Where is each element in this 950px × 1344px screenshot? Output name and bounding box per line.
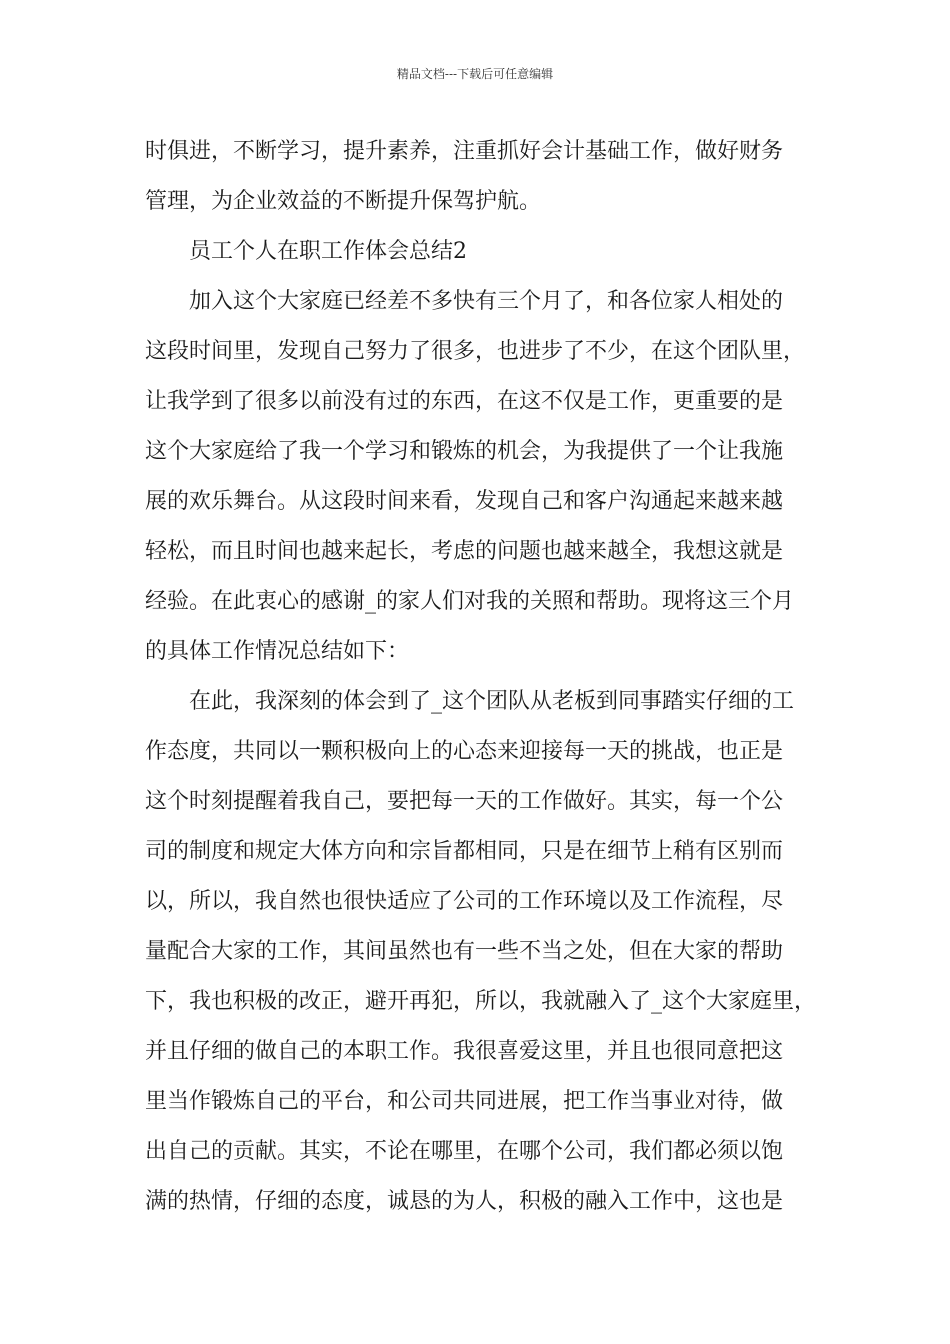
text-line: 量配合大家的工作，其间虽然也有一些不当之处，但在大家的帮助 [145,939,784,964]
text-line: 下，我也积极的改正，避开再犯，所以，我就融入了_这个大家庭里， [145,989,817,1014]
text-line: 并且仔细的做自己的本职工作。我很喜爱这里，并且也很同意把这 [145,1039,784,1064]
text-line: 司的制度和规定大体方向和宗旨都相同，只是在细节上稍有区别而 [145,839,784,864]
text-line: 作态度，共同以一颗积极向上的心态来迎接每一天的挑战，也正是 [145,739,784,764]
text-line: 展的欢乐舞台。从这段时间来看，发现自己和客户沟通起来越来越 [145,489,784,514]
text-line: 这个大家庭给了我一个学习和锻炼的机会，为我提供了一个让我施 [145,439,784,464]
page-header: 精品文档---下载后可任意编辑 [396,67,554,81]
text-line: 这段时间里，发现自己努力了很多，也进步了不少，在这个团队里， [145,339,806,364]
section-heading: 员工个人在职工作体会总结2 [189,239,467,264]
text-line: 让我学到了很多以前没有过的东西，在这不仅是工作，更重要的是 [145,389,784,414]
text-line: 出自己的贡献。其实，不论在哪里，在哪个公司，我们都必须以饱 [145,1139,784,1164]
text-line: 加入这个大家庭已经差不多快有三个月了，和各位家人相处的 [189,289,784,314]
text-line: 的具体工作情况总结如下： [145,639,410,664]
document-body [145,130,817,1230]
text-line: 时俱进，不断学习，提升素养，注重抓好会计基础工作，做好财务 [145,139,784,164]
text-line: 轻松，而且时间也越来起长，考虑的问题也越来越全，我想这就是 [145,539,784,564]
text-line: 里当作锻炼自己的平台，和公司共同进展，把工作当事业对待，做 [145,1089,784,1114]
text-line: 管理，为企业效益的不断提升保驾护航。 [145,189,542,214]
text-line: 满的热情，仔细的态度，诚恳的为人，积极的融入工作中，这也是 [145,1189,784,1214]
text-line: 这个时刻提醒着我自己，要把每一天的工作做好。其实，每一个公 [145,789,784,814]
text-line: 在此，我深刻的体会到了_这个团队从老板到同事踏实仔细的工 [189,689,795,714]
text-line: 经验。在此衷心的感谢_的家人们对我的关照和帮助。现将这三个月 [145,589,795,614]
text-line: 以，所以，我自然也很快适应了公司的工作环境以及工作流程，尽 [145,889,784,914]
